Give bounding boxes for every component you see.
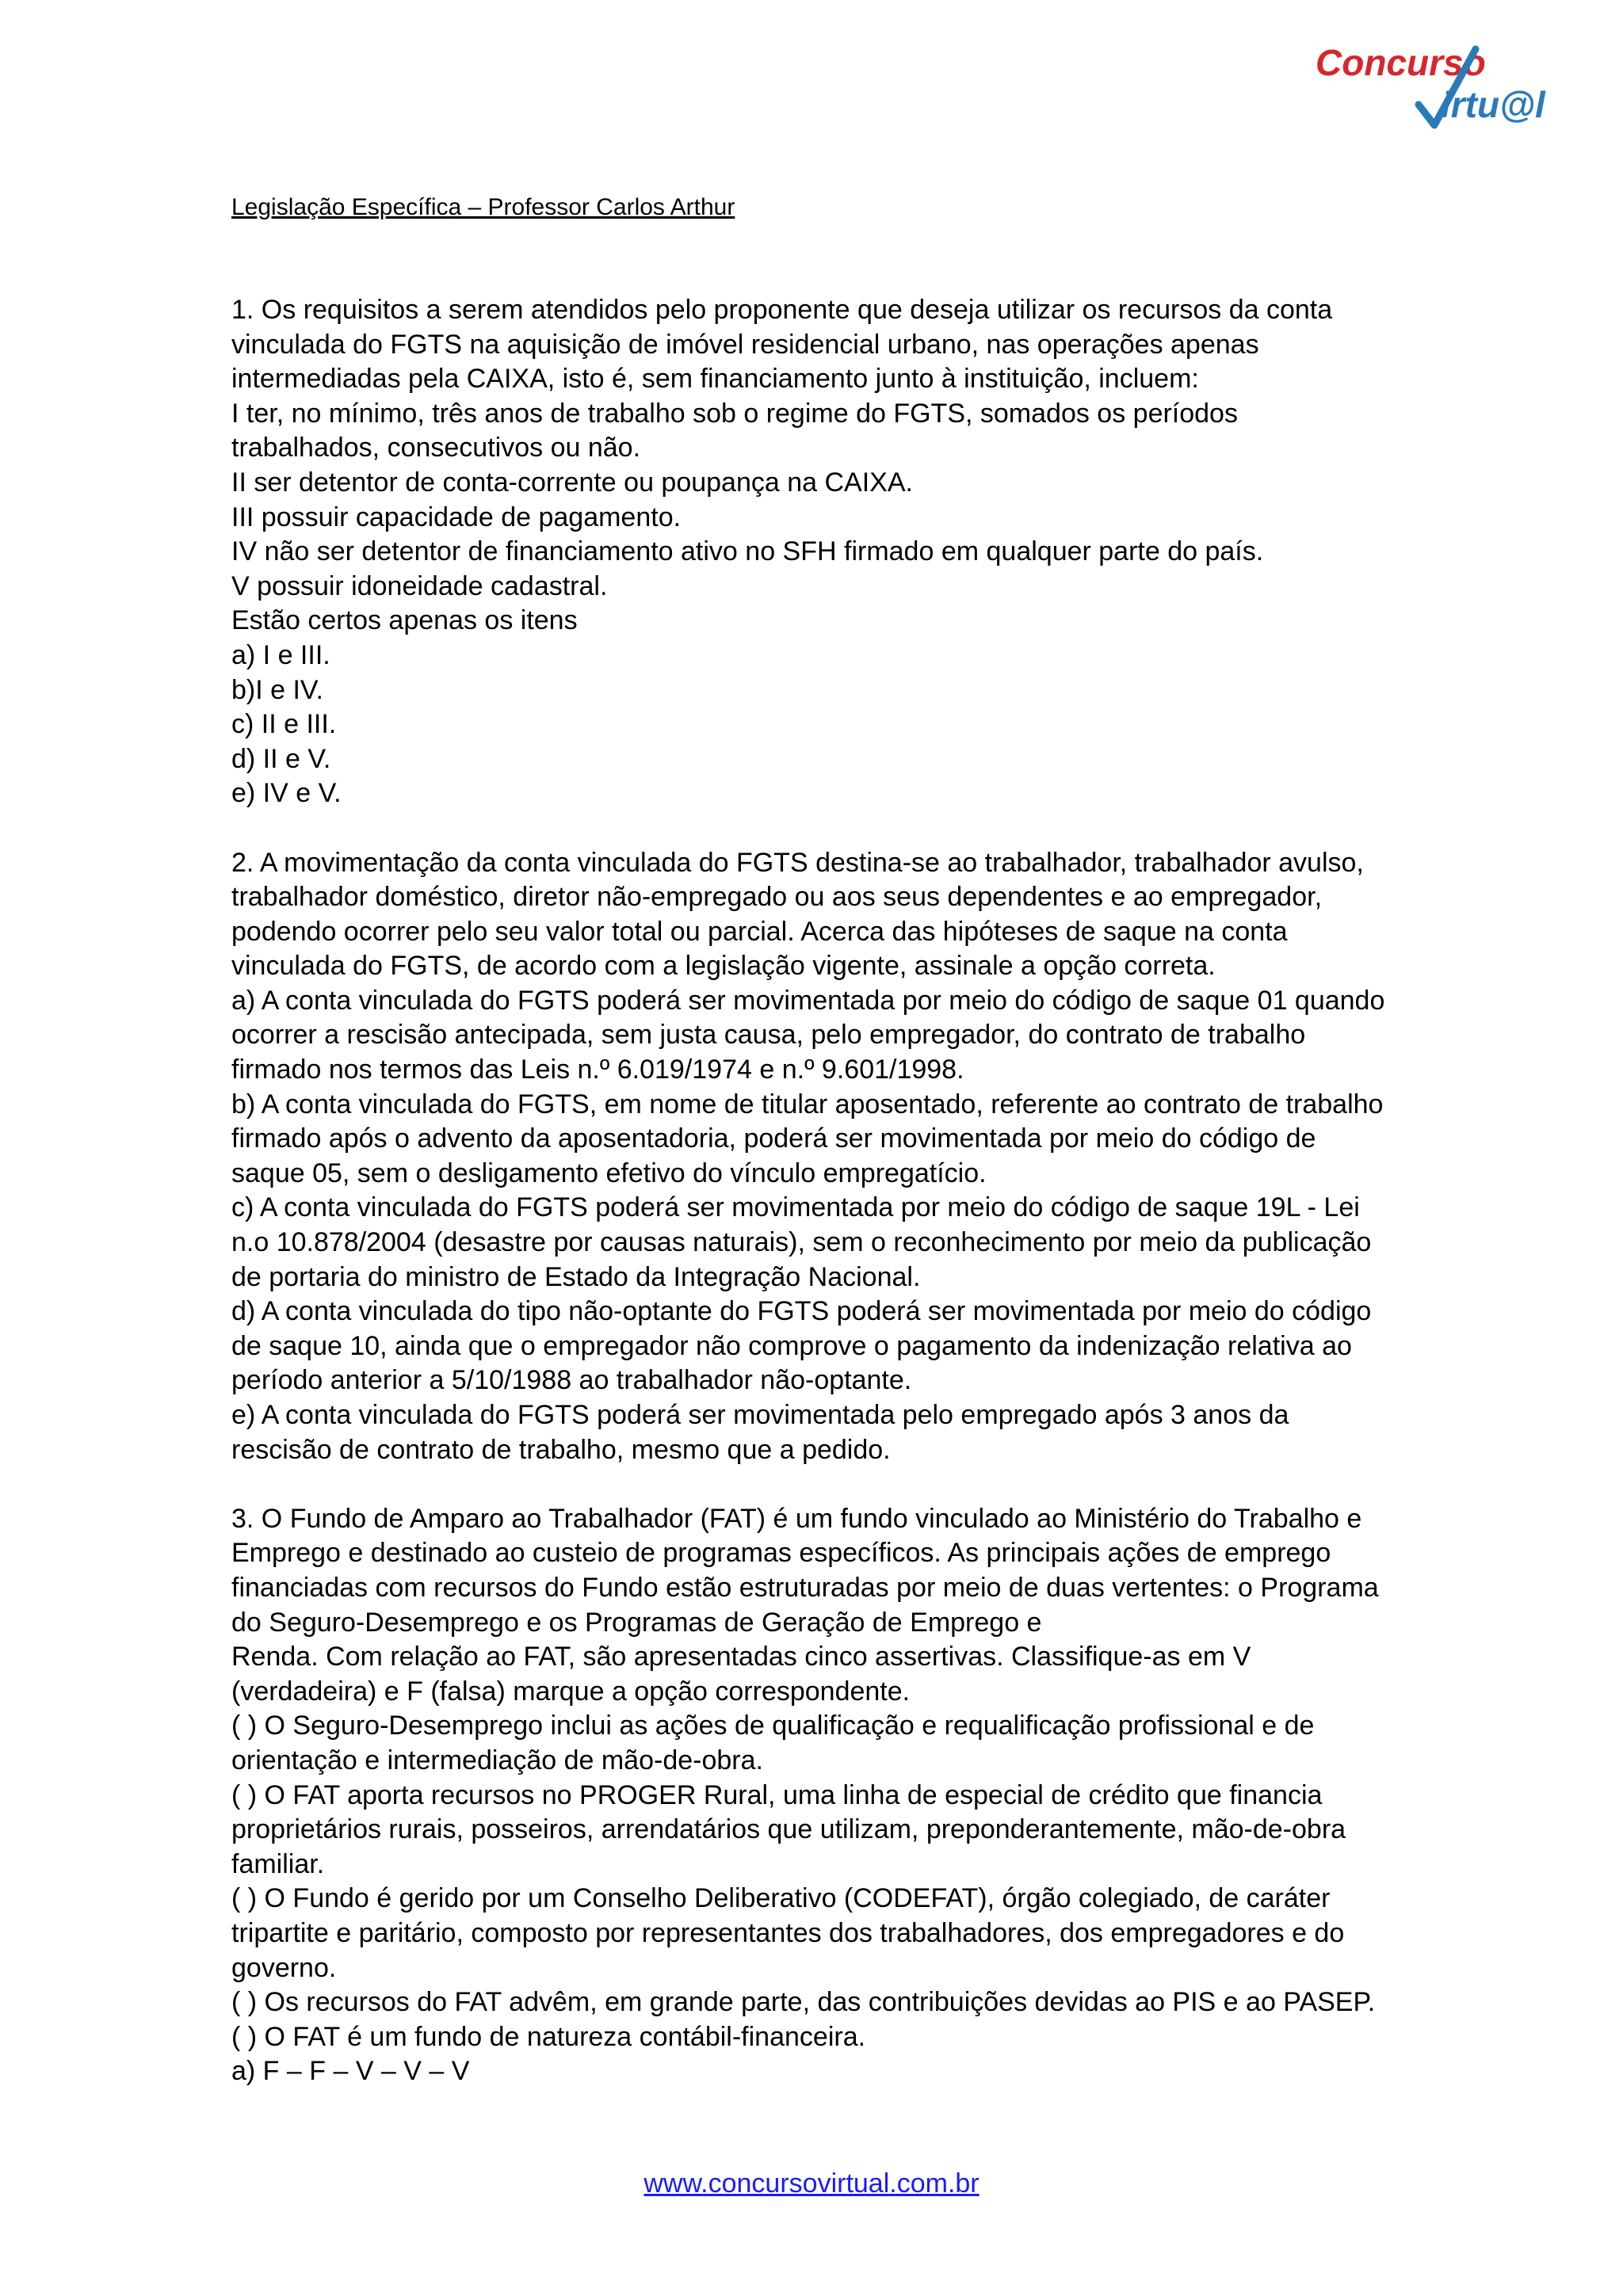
footer — [0, 2166, 1623, 2201]
question-2-option: d) A conta vinculada do tipo não-optante do FGTS poderá ser movimentada por meio do código — [231, 1296, 1372, 1327]
document-body — [231, 293, 1579, 2089]
question-1-line: 1. Os requisitos a serem atendidos pelo proponente que deseja utilizar os recursos da conta — [231, 295, 1333, 325]
question-3-statement: governo. — [231, 1952, 337, 1983]
question-1-item: III possuir capacidade de pagamento. — [231, 502, 682, 532]
question-1-item: II ser detentor de conta-corrente ou poupança na CAIXA. — [231, 467, 913, 498]
question-1-item: IV não ser detentor de financiamento ativo no SFH firmado em qualquer parte do país. — [231, 536, 1264, 567]
question-2-option: de saque 10, ainda que o empregador não comprove o pagamento da indenização relativa ao — [231, 1330, 1352, 1361]
question-3-line: do Seguro-Desemprego e os Programas de Geração de Emprego e — [231, 1607, 1042, 1638]
question-2-option: b) A conta vinculada do FGTS, em nome de titular aposentado, referente ao contrato de trabalho — [231, 1089, 1384, 1119]
question-1-option: b)I e IV. — [231, 674, 323, 705]
question-1-line: vinculada do FGTS na aquisição de imóvel residencial urbano, nas operações apenas — [231, 329, 1259, 360]
question-1-item: trabalhados, consecutivos ou não. — [231, 433, 641, 463]
question-2-option: e) A conta vinculada do FGTS poderá ser movimentada pelo empregado após 3 anos da — [231, 1400, 1289, 1430]
question-1-item: V possuir idoneidade cadastral. — [231, 570, 608, 601]
question-1-option: d) II e V. — [231, 743, 331, 774]
question-3 — [231, 1502, 1579, 2089]
logo-word-concurso: Concurso — [1316, 42, 1486, 83]
question-3-statement: ( ) Os recursos do FAT advêm, em grande parte, das contribuições devidas ao PIS e ao PASEP. — [231, 1987, 1376, 2018]
question-3-statement: tripartite e paritário, composto por representantes dos trabalhadores, dos empregadores e do — [231, 1917, 1345, 1948]
concurso-virtual-logo — [1300, 32, 1553, 135]
question-3-line: 3. O Fundo de Amparo ao Trabalhador (FAT) é um fundo vinculado ao Ministério do Trabalho e — [231, 1503, 1362, 1534]
question-2-line: trabalhador doméstico, diretor não-empregado ou aos seus dependentes e ao empregador, — [231, 882, 1323, 913]
question-1-option: a) I e III. — [231, 639, 330, 670]
question-2-line: 2. A movimentação da conta vinculada do FGTS destina-se ao trabalhador, trabalhador avulso, — [231, 847, 1364, 878]
question-2-option: a) A conta vinculada do FGTS poderá ser movimentada por meio do código de saque 01 quando — [231, 985, 1385, 1016]
question-3-statement: ( ) O Fundo é gerido por um Conselho Deliberativo (CODEFAT), órgão colegiado, de caráter — [231, 1883, 1331, 1914]
question-1-item: I ter, no mínimo, três anos de trabalho sob o regime do FGTS, somados os períodos — [231, 398, 1238, 429]
question-2-option: de portaria do ministro de Estado da Integração Nacional. — [231, 1261, 921, 1292]
question-3-statement: ( ) O FAT aporta recursos no PROGER Rural, uma linha de especial de crédito que financia — [231, 1779, 1323, 1810]
question-3-statement: orientação e intermediação de mão-de-obra. — [231, 1745, 763, 1775]
page-title: Legislação Específica – Professor Carlos Arthur — [231, 194, 735, 220]
paragraph-gap — [231, 1467, 1579, 1502]
logo-word-virtual: irtu@l — [1441, 84, 1545, 125]
question-2-option: saque 05, sem o desligamento efetivo do vínculo empregatício. — [231, 1158, 987, 1188]
question-2-option: ocorrer a rescisão antecipada, sem justa causa, pelo empregador, do contrato de trabalho — [231, 1020, 1306, 1051]
question-3-statement: ( ) O FAT é um fundo de natureza contábil-financeira. — [231, 2021, 866, 2052]
question-3-option: a) F – F – V – V – V — [231, 2056, 470, 2087]
question-1-line: Estão certos apenas os itens — [231, 605, 578, 636]
question-1-option: c) II e III. — [231, 709, 337, 740]
question-2-option: firmado nos termos das Leis n.º 6.019/1974 e n.º 9.601/1998. — [231, 1055, 964, 1085]
question-3-line: Emprego e destinado ao custeio de programas específicos. As principais ações de emprego — [231, 1538, 1331, 1569]
question-2 — [231, 846, 1579, 1468]
question-2-line: podendo ocorrer pelo seu valor total ou parcial. Acerca das hipóteses de saque na conta — [231, 916, 1288, 947]
question-3-statement: familiar. — [231, 1848, 325, 1879]
question-1-line: intermediadas pela CAIXA, isto é, sem financiamento junto à instituição, incluem: — [231, 364, 1199, 395]
question-1 — [231, 293, 1579, 811]
website-link[interactable]: www.concursovirtual.com.br — [643, 2168, 980, 2199]
question-2-option: firmado após o advento da aposentadoria, poderá ser movimentada por meio do código de — [231, 1123, 1316, 1154]
question-2-option: rescisão de contrato de trabalho, mesmo que a pedido. — [231, 1434, 891, 1465]
question-2-option: n.o 10.878/2004 (desastre por causas naturais), sem o reconhecimento por meio da publicação — [231, 1227, 1372, 1258]
question-2-line: vinculada do FGTS, de acordo com a legislação vigente, assinale a opção correta. — [231, 951, 1216, 982]
question-3-statement: ( ) O Seguro-Desemprego inclui as ações de qualificação e requalificação profissional e de — [231, 1711, 1315, 1741]
paragraph-gap — [231, 811, 1579, 846]
question-1-option: e) IV e V. — [231, 778, 342, 809]
question-3-line: (verdadeira) e F (falsa) marque a opção correspondente. — [231, 1676, 911, 1707]
question-3-line: financiadas com recursos do Fundo estão estruturadas por meio de duas vertentes: o Programa — [231, 1572, 1379, 1603]
question-3-statement: proprietários rurais, posseiros, arrendatários que utilizam, preponderantemente, mão-de-obra — [231, 1814, 1346, 1845]
question-2-option: período anterior a 5/10/1988 ao trabalhador não-optante. — [231, 1365, 912, 1396]
question-2-option: c) A conta vinculada do FGTS poderá ser movimentada por meio do código de saque 19L - Lei — [231, 1192, 1360, 1223]
question-3-line: Renda. Com relação ao FAT, são apresentadas cinco assertivas. Classifique-as em V — [231, 1642, 1251, 1672]
